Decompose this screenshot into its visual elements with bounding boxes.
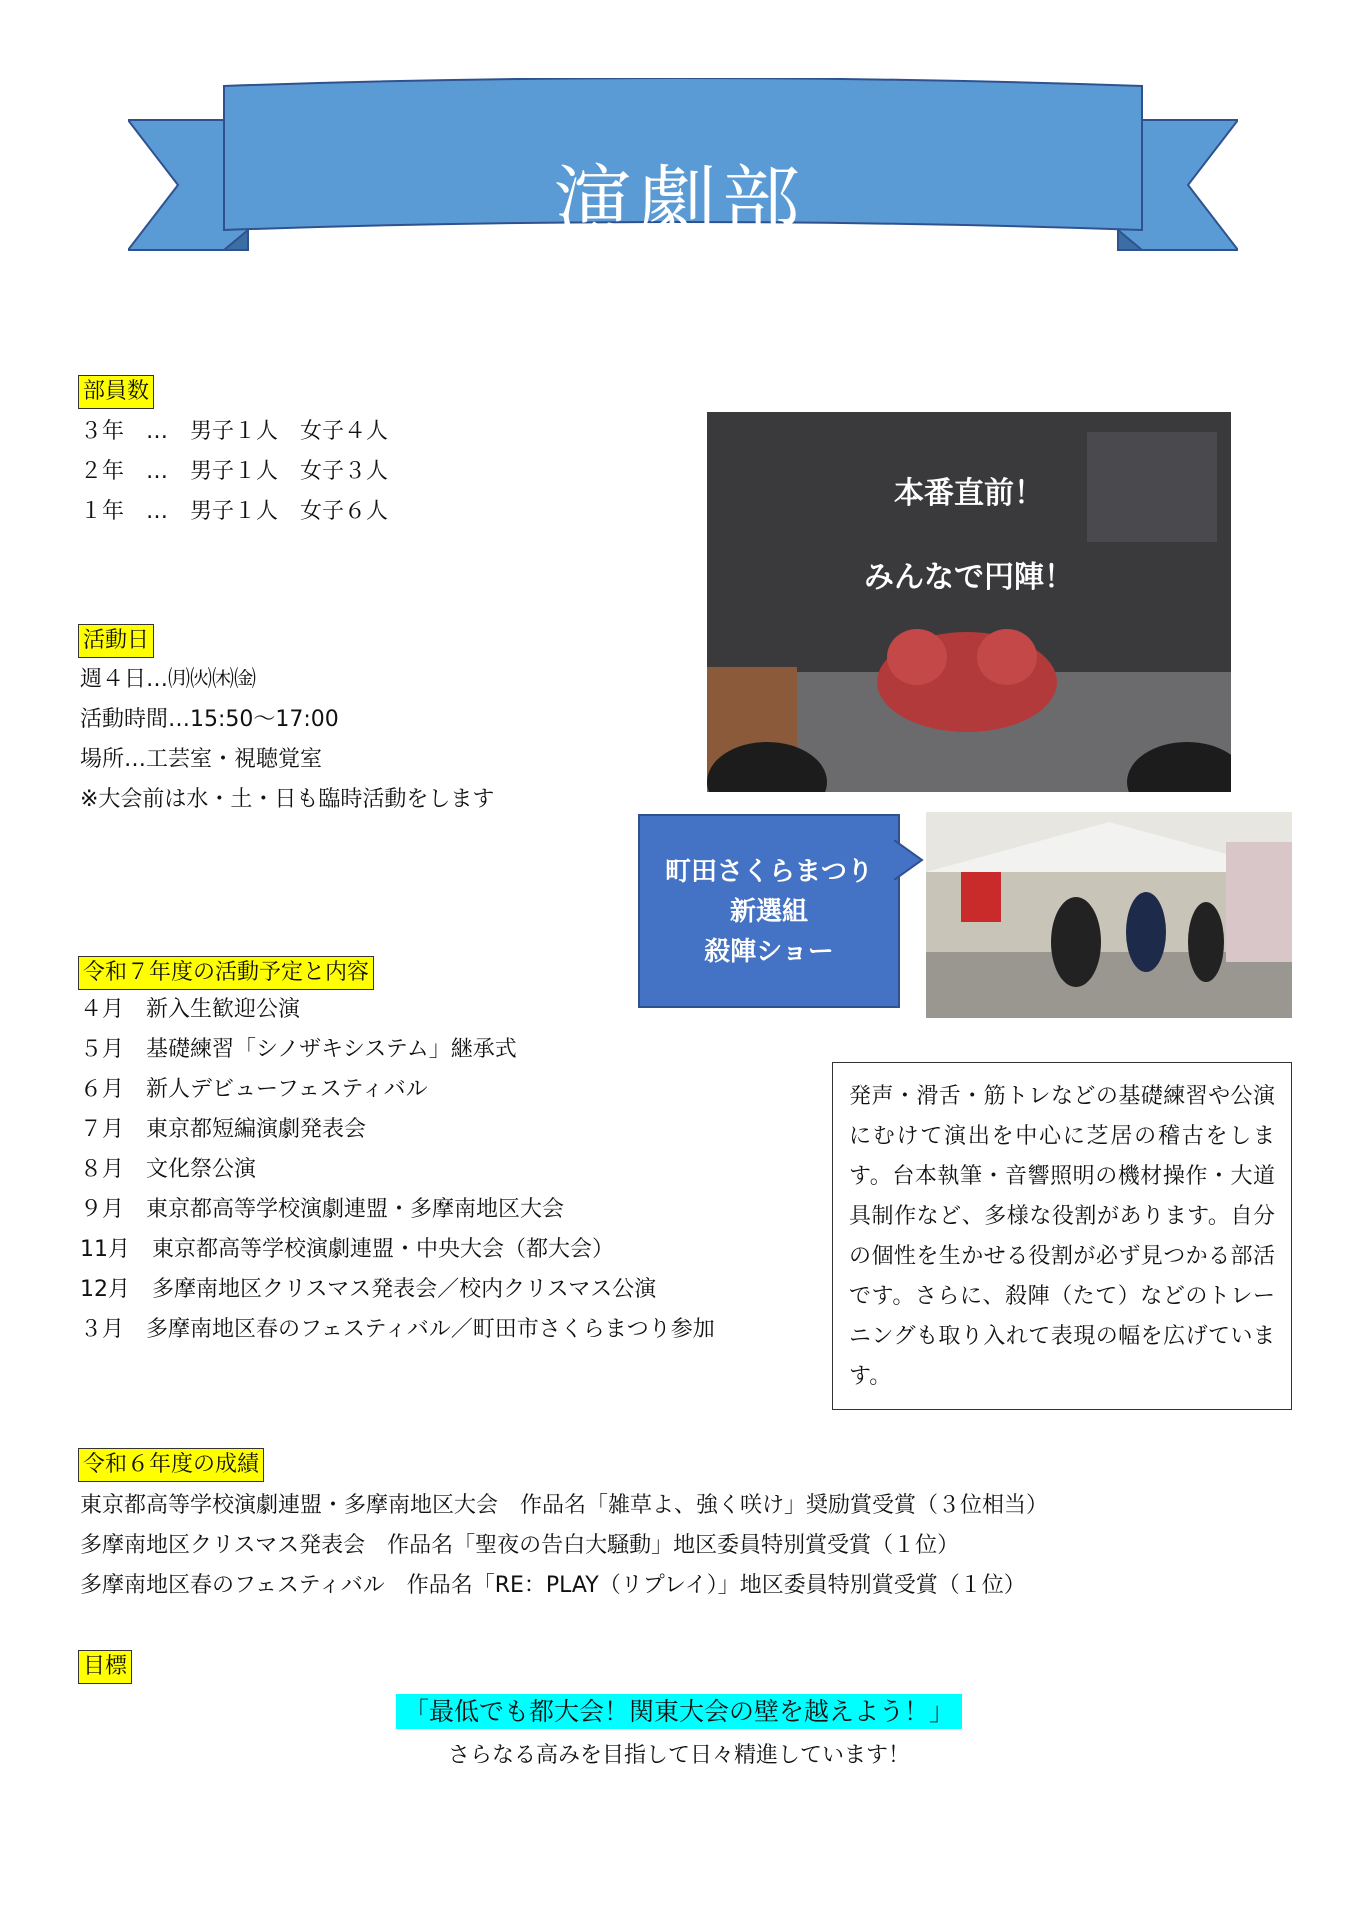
callout-pointer xyxy=(894,840,924,880)
page-title: 演劇部 xyxy=(553,158,806,248)
activity-row: ※大会前は水・土・日も臨時活動をします xyxy=(80,787,495,812)
huddle-caption-1: 本番直前！ xyxy=(894,476,1044,511)
members-row: ３年 … 男子１人 女子４人 xyxy=(80,419,389,444)
members-heading: 部員数 xyxy=(78,375,154,409)
schedule-row: 12月 多摩南地区クリスマス発表会／校内クリスマス公演 xyxy=(80,1277,657,1302)
results-list xyxy=(80,1486,1048,1606)
schedule-row: ７月 東京都短編演劇発表会 xyxy=(80,1117,367,1142)
huddle-photo xyxy=(707,412,1231,792)
results-heading: 令和６年度の成績 xyxy=(78,1448,264,1482)
schedule-heading: 令和７年度の活動予定と内容 xyxy=(78,956,374,990)
schedule-row: ４月 新入生歓迎公演 xyxy=(80,997,301,1022)
activity-row: 週４日…㈪㈫㈭㈮ xyxy=(80,667,257,692)
members-row: ２年 … 男子１人 女子３人 xyxy=(80,459,389,484)
activity-heading: 活動日 xyxy=(78,624,154,658)
activity-list xyxy=(80,660,494,820)
callout-line: 町田さくらまつり xyxy=(664,857,873,887)
goal-sub: さらなる高みを目指して日々精進しています！ xyxy=(447,1743,910,1768)
sakura-callout xyxy=(638,814,900,1008)
description-box: 発声・滑舌・筋トレなどの基礎練習や公演にむけて演出を中心に芝居の稽古をします。台本執筆・音響照明の機材操作・大道具制作など、多様な役割があります。自分の個性を生かせる役割が必ず見つかる部活です。さらに、殺陣（たて）などのトレーニングも取り入れて表現の幅を広げています。 xyxy=(832,1062,1292,1410)
goal-heading: 目標 xyxy=(78,1650,132,1684)
members-list xyxy=(80,412,388,532)
goal-main-wrap xyxy=(0,1692,1358,1728)
schedule-row: ３月 多摩南地区春のフェスティバル／町田市さくらまつり参加 xyxy=(80,1317,715,1342)
sakura-photo-image xyxy=(926,812,1292,1018)
schedule-list xyxy=(80,990,715,1350)
results-row: 東京都高等学校演劇連盟・多摩南地区大会 作品名「雑草よ、強く咲け」奨励賞受賞（３位相当） xyxy=(80,1493,1049,1518)
goal-main: 「最低でも都大会！関東大会の壁を越えよう！」 xyxy=(396,1694,962,1729)
sakura-photo xyxy=(926,812,1292,1018)
schedule-row: 11月 東京都高等学校演劇連盟・中央大会（都大会） xyxy=(80,1237,614,1262)
schedule-row: ５月 基礎練習「シノザキシステム」継承式 xyxy=(80,1037,517,1062)
huddle-caption-2: みんなで円陣！ xyxy=(864,560,1074,595)
callout-line: 新選組 xyxy=(729,897,808,927)
activity-row: 場所…工芸室・視聴覚室 xyxy=(80,747,323,772)
schedule-row: ６月 新人デビューフェスティバル xyxy=(80,1077,428,1102)
callout-line: 殺陣ショー xyxy=(704,937,834,967)
schedule-row: ９月 東京都高等学校演劇連盟・多摩南地区大会 xyxy=(80,1197,565,1222)
members-row: １年 … 男子１人 女子６人 xyxy=(80,499,389,524)
schedule-row: ８月 文化祭公演 xyxy=(80,1157,257,1182)
results-row: 多摩南地区クリスマス発表会 作品名「聖夜の告白大騒動」地区委員特別賞受賞（１位） xyxy=(80,1533,960,1558)
activity-row: 活動時間…15:50～17:00 xyxy=(80,707,339,732)
results-row: 多摩南地区春のフェスティバル 作品名「RE：PLAY（リプレイ）」地区委員特別賞受賞（１位） xyxy=(80,1573,1026,1598)
